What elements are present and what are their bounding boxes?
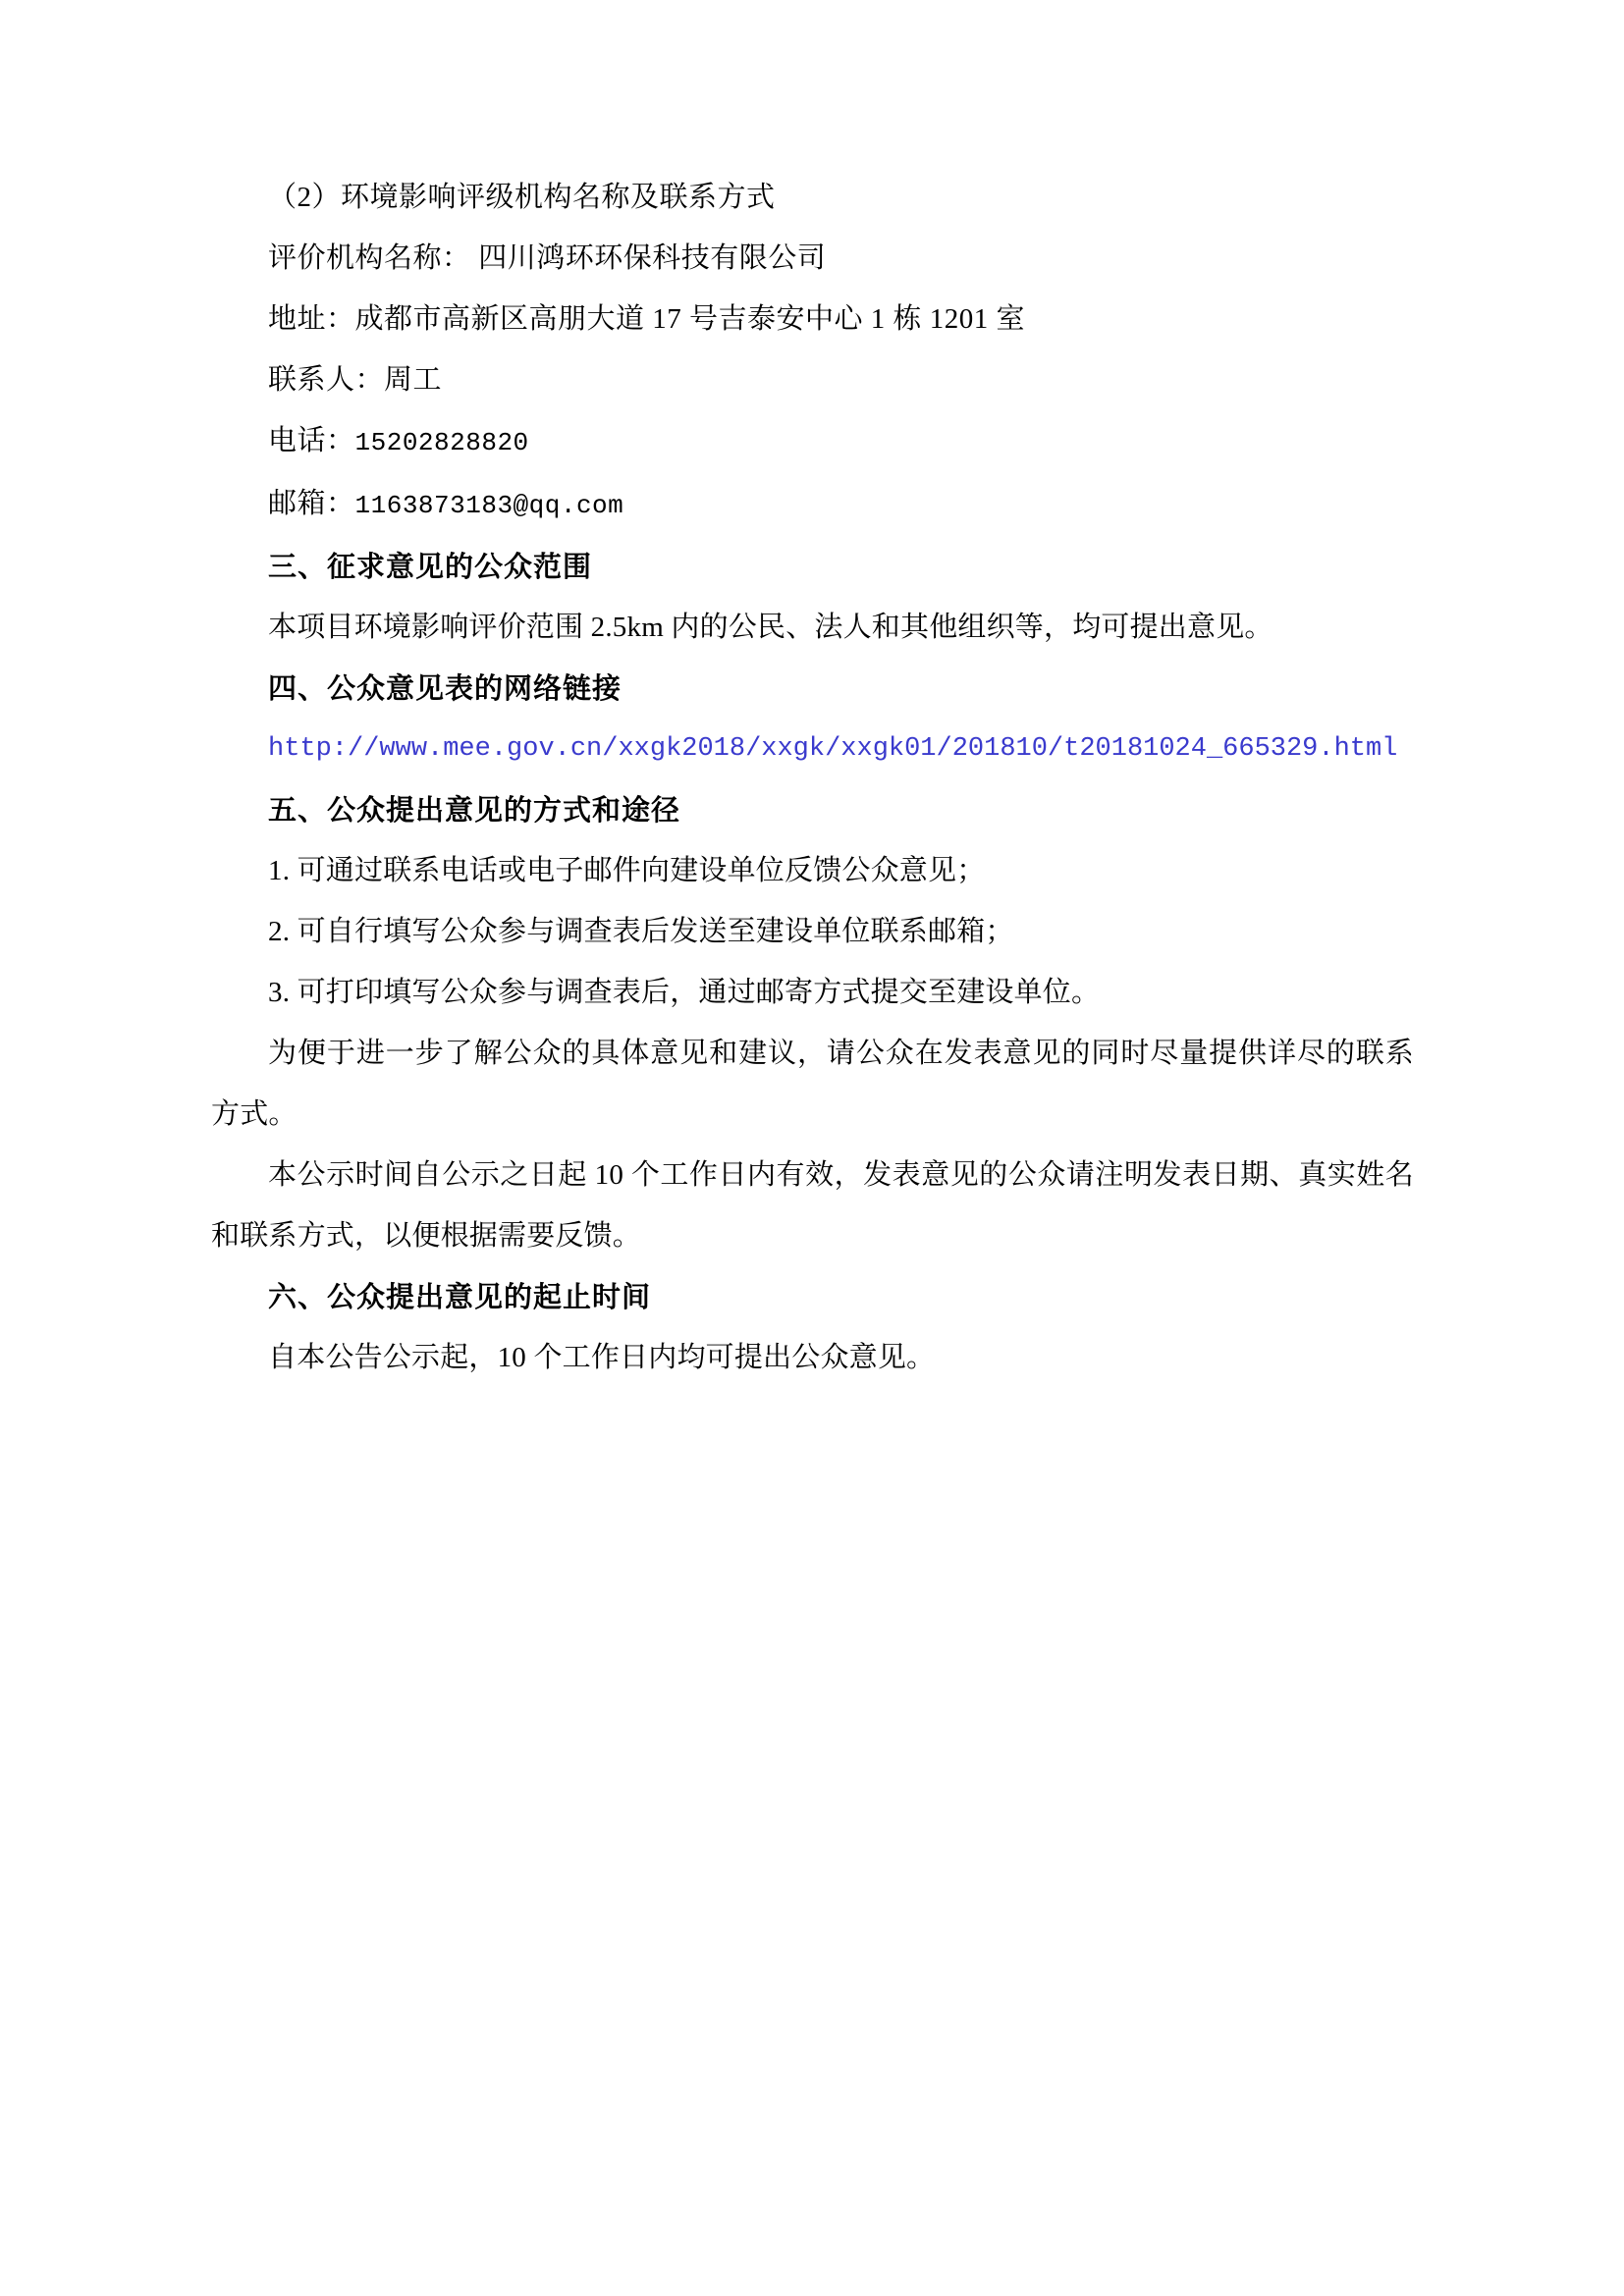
paragraph-section-five-2: 本公示时间自公示之日起 10 个工作日内有效，发表意见的公众请注明发表日期、真实姓名和联系方式，以便根据需要反馈。 [211, 1159, 1414, 1252]
heading-section-five: 五、公众提出意见的方式和途径 [268, 793, 681, 827]
agency-phone-value: 15202828820 [354, 428, 529, 457]
list-item-1: 1. 可通过联系电话或电子邮件向建设单位反馈公众意见； [268, 855, 986, 886]
agency-email-value: 1163873183@qq.com [354, 491, 624, 520]
agency-email-line [211, 473, 1414, 536]
document-body [211, 167, 1414, 1388]
agency-section-title: （2）环境影响评级机构名称及联系方式 [268, 182, 776, 213]
list-item-2: 2. 可自行填写公众参与调查表后发送至建设单位联系邮箱； [268, 916, 1014, 947]
list-item-3: 3. 可打印填写公众参与调查表后，通过邮寄方式提交至建设单位。 [268, 977, 1101, 1008]
heading-section-three: 三、征求意见的公众范围 [268, 550, 593, 583]
paragraph-section-five-1: 为便于进一步了解公众的具体意见和建议，请公众在发表意见的同时尽量提供详尽的联系方式。 [211, 1038, 1414, 1130]
heading-section-four: 四、公众意见表的网络链接 [268, 671, 623, 705]
agency-address-line: 地址：成都市高新区高朋大道 17 号吉泰安中心 1 栋 1201 室 [268, 303, 1026, 335]
agency-phone-line [211, 410, 1414, 473]
agency-phone-label: 电话： [268, 425, 355, 456]
agency-contact-person-line: 联系人：周工 [268, 364, 443, 396]
agency-email-label: 邮箱： [268, 488, 355, 519]
public-opinion-form-link[interactable]: http://www.mee.gov.cn/xxgk2018/xxgk/xxgk01/201810/t20181024_665329.html [268, 734, 1398, 764]
agency-name-line: 评价机构名称： 四川鸿环环保科技有限公司 [268, 242, 827, 274]
paragraph-section-six: 自本公告公示起，10 个工作日内均可提出公众意见。 [268, 1342, 936, 1373]
heading-section-six: 六、公众提出意见的起止时间 [268, 1280, 652, 1313]
paragraph-section-three: 本项目环境影响评价范围 2.5km 内的公民、法人和其他组织等，均可提出意见。 [268, 612, 1273, 643]
